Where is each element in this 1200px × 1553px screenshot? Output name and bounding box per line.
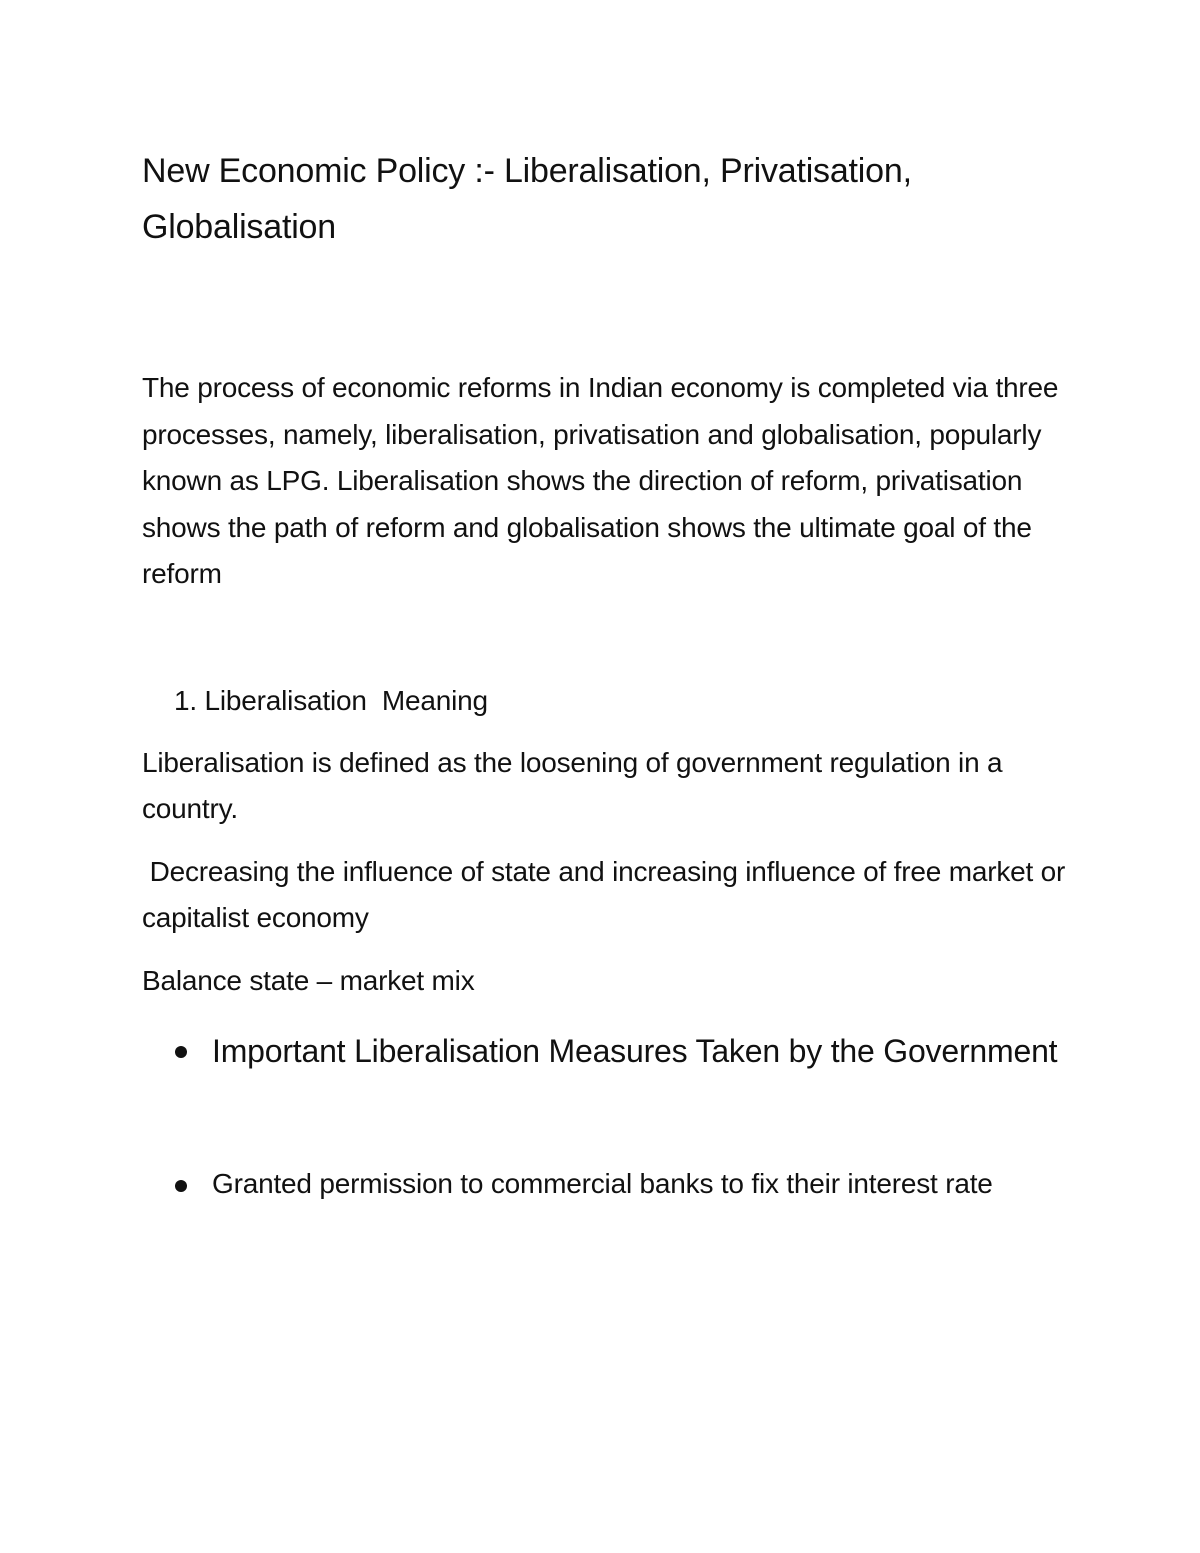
document-content bbox=[142, 143, 1082, 1208]
page-title: New Economic Policy :- Liberalisation, Privatisation, Globalisation bbox=[142, 152, 912, 246]
list-item-text: Important Liberalisation Measures Taken by the Government bbox=[212, 1033, 1058, 1069]
balance-paragraph: Balance state – market mix bbox=[142, 964, 475, 996]
influence-paragraph: Decreasing the influence of state and increasing influence of free market or capitalist economy bbox=[142, 855, 1073, 933]
intro-paragraph: The process of economic reforms in Indian economy is completed via three processes, namely, liberalisation, privatisation and globalisation, popularly known as LPG. Liberalisation shows the direction of reform, privatisation shows the path of reform and globalisation shows the ultimate goal of the reform bbox=[142, 372, 1059, 589]
list-item-text: Granted permission to commercial banks to fix their interest rate bbox=[212, 1168, 993, 1199]
section-heading-liberalisation: 1. Liberalisation Meaning bbox=[174, 684, 488, 716]
list-item bbox=[142, 1161, 1082, 1208]
bullet-icon bbox=[175, 1046, 187, 1058]
bullet-icon bbox=[175, 1180, 187, 1192]
list-item bbox=[142, 1026, 1082, 1077]
definition-paragraph: Liberalisation is defined as the loosening of government regulation in a country. bbox=[142, 746, 1003, 824]
